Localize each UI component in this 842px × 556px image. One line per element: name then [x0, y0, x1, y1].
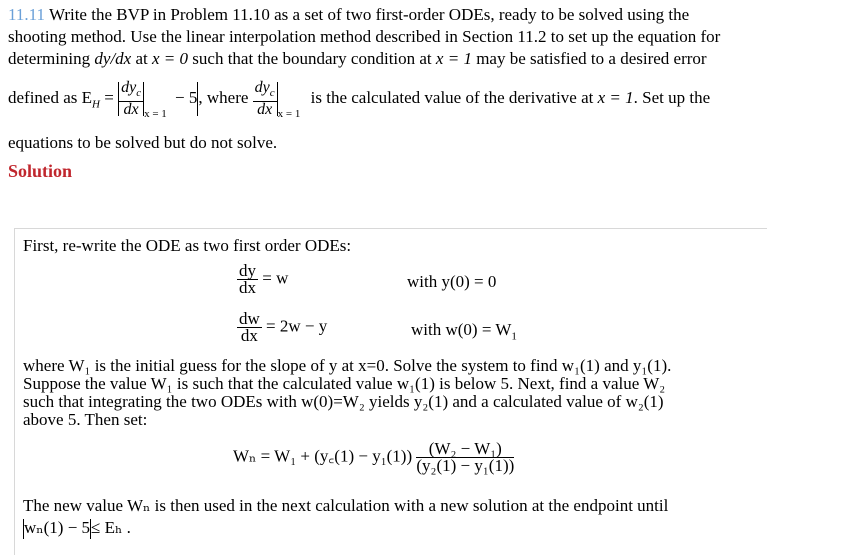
- problem-line-3a: determining: [8, 49, 95, 68]
- problem-line-3d: may be satisfied to a desired error: [471, 49, 707, 68]
- x-one: x = 1: [435, 49, 472, 68]
- eq2-initial-condition: with $w(0) = W_1$: [411, 320, 517, 343]
- para-line-1: where W₁ is the initial guess for the slope of y at x=0. Solve the system to find w₁(1) and y₁(1).: [23, 356, 672, 375]
- problem-line-1: Write the BVP in Problem 11.10 as a set of two first-order ODEs, ready to be solved using the: [48, 5, 690, 24]
- equals: =: [99, 88, 119, 107]
- problem-number: 11.11: [8, 5, 45, 24]
- problem-line-2: shooting method. Use the linear interpolation method described in Section 11.2 to set up the equation for: [8, 27, 721, 46]
- equation-1: $\frac{dy}{dx}$ = w: [239, 261, 289, 297]
- solution-intro: First, re-write the ODE as two first order ODEs:: [23, 236, 352, 255]
- wn-lhs: Wₙ = W₁ + (y꜀(1) − y₁(1)): [233, 446, 413, 466]
- derivative-fraction: $\frac{dy_c}{dx}$: [121, 79, 142, 119]
- para-line-2: Suppose the value W₁ is such that the calculated value w₁(1) is below 5. Next, find a value W₂: [23, 374, 666, 393]
- problem-line-4b: is the calculated value of the derivative at: [310, 88, 594, 107]
- problem-line-3c: such that the boundary condition at: [188, 49, 436, 68]
- eval-point-2: x = 1: [277, 108, 301, 120]
- problem-line-4c: . Set up the: [633, 88, 711, 107]
- eq1-initial-condition: with y(0) = 0: [407, 272, 497, 291]
- para-line-4: above 5. Then set:: [23, 410, 148, 429]
- convergence-criterion: wₙ(1) − 5≤ Eₕ .: [23, 519, 131, 539]
- problem-line-3b: at: [131, 49, 153, 68]
- error-def-label: defined as E: [8, 88, 93, 107]
- solution-box: [14, 228, 767, 555]
- minus-five: − 5: [175, 88, 198, 107]
- solution-heading: Solution: [8, 161, 73, 181]
- dydx-term: dy/dx: [94, 49, 132, 68]
- x-zero: x = 0: [152, 49, 189, 68]
- derivative-fraction-2: $\frac{dy_c}{dx}$: [254, 79, 275, 119]
- error-sub: H: [92, 98, 100, 111]
- eval-point: x = 1: [144, 108, 167, 120]
- wn-formula: Wₙ = W₁ + (y꜀(1) − y₁(1)) $\frac{\text{(W₂ − W₁)}}{\text{(y₂(1) − y₁(1))}}$: [233, 439, 515, 475]
- para-line-5: The new value Wₙ is then used in the next calculation with a new solution at the endpoint until: [23, 496, 669, 515]
- x-one-2: x = 1: [597, 88, 634, 107]
- equation-2: $\frac{dw}{dx}$ = 2w − y: [239, 309, 328, 345]
- para-line-3: such that integrating the two ODEs with w(0)=W₂ yields y₂(1) and a calculated value of w₂(1): [23, 392, 664, 411]
- where-word: , where: [198, 88, 249, 107]
- eq1-rhs: = w: [262, 268, 289, 288]
- problem-line-5: equations to be solved but do not solve.: [8, 133, 278, 152]
- eq2-rhs: = 2w − y: [266, 316, 328, 336]
